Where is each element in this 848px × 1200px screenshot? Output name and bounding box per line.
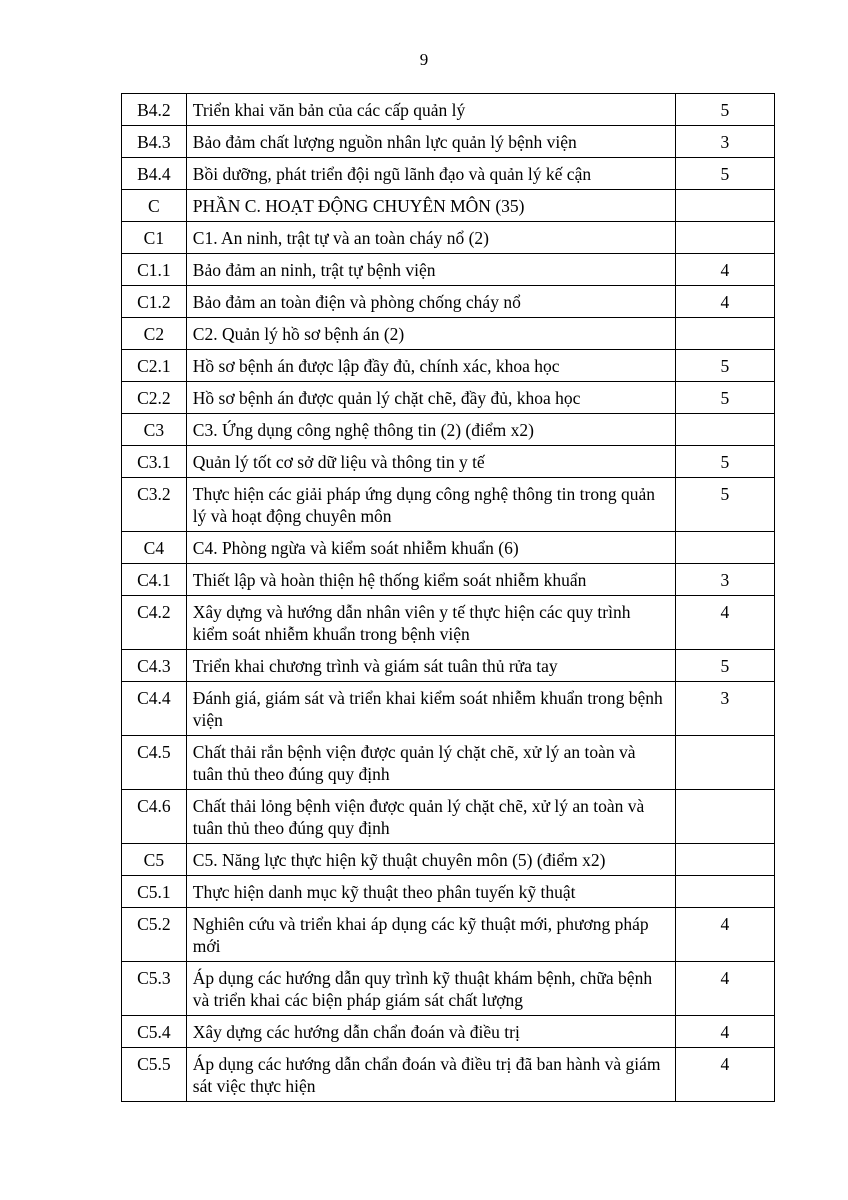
- content-cell: Xây dựng và hướng dẫn nhân viên y tế thực hiện các quy trình kiểm soát nhiễm khuẩn trong bệnh viện: [186, 596, 675, 650]
- score-cell: 4: [675, 1048, 774, 1102]
- content-cell: Hồ sơ bệnh án được lập đầy đủ, chính xác, khoa học: [186, 350, 675, 382]
- score-cell: [675, 318, 774, 350]
- content-cell: Triển khai chương trình và giám sát tuân thủ rửa tay: [186, 650, 675, 682]
- table-row: [122, 908, 775, 962]
- code-cell: C1: [122, 222, 187, 254]
- content-cell: Nghiên cứu và triển khai áp dụng các kỹ thuật mới, phương pháp mới: [186, 908, 675, 962]
- score-cell: 5: [675, 350, 774, 382]
- content-cell: Đánh giá, giám sát và triển khai kiểm soát nhiễm khuẩn trong bệnh viện: [186, 682, 675, 736]
- content-cell: C2. Quản lý hồ sơ bệnh án (2): [186, 318, 675, 350]
- score-cell: [675, 190, 774, 222]
- table-row: [122, 478, 775, 532]
- table-row: [122, 844, 775, 876]
- score-cell: [675, 876, 774, 908]
- score-cell: 5: [675, 94, 774, 126]
- code-cell: C5: [122, 844, 187, 876]
- score-cell: 5: [675, 478, 774, 532]
- table-row: [122, 1016, 775, 1048]
- code-cell: C1.1: [122, 254, 187, 286]
- code-cell: C4.5: [122, 736, 187, 790]
- content-cell: C1. An ninh, trật tự và an toàn cháy nổ (2): [186, 222, 675, 254]
- code-cell: C1.2: [122, 286, 187, 318]
- content-cell: Thực hiện danh mục kỹ thuật theo phân tuyến kỹ thuật: [186, 876, 675, 908]
- code-cell: C5.1: [122, 876, 187, 908]
- code-cell: C2.2: [122, 382, 187, 414]
- score-cell: [675, 414, 774, 446]
- code-cell: C: [122, 190, 187, 222]
- table-row: [122, 222, 775, 254]
- score-cell: [675, 532, 774, 564]
- table-row: [122, 790, 775, 844]
- score-cell: 4: [675, 254, 774, 286]
- content-cell: Bảo đảm chất lượng nguồn nhân lực quản lý bệnh viện: [186, 126, 675, 158]
- score-cell: [675, 790, 774, 844]
- score-cell: 3: [675, 126, 774, 158]
- score-cell: 5: [675, 650, 774, 682]
- score-cell: [675, 844, 774, 876]
- table-row: [122, 158, 775, 190]
- table-row: [122, 126, 775, 158]
- table-row: [122, 564, 775, 596]
- code-cell: C3.2: [122, 478, 187, 532]
- code-cell: C2.1: [122, 350, 187, 382]
- table-row: [122, 736, 775, 790]
- code-cell: C2: [122, 318, 187, 350]
- content-cell: Hồ sơ bệnh án được quản lý chặt chẽ, đầy đủ, khoa học: [186, 382, 675, 414]
- score-cell: 4: [675, 908, 774, 962]
- content-cell: C5. Năng lực thực hiện kỹ thuật chuyên môn (5) (điểm x2): [186, 844, 675, 876]
- table-row: [122, 350, 775, 382]
- table-row: [122, 682, 775, 736]
- table-row: [122, 650, 775, 682]
- content-cell: Bồi dưỡng, phát triển đội ngũ lãnh đạo và quản lý kế cận: [186, 158, 675, 190]
- content-cell: Chất thải lỏng bệnh viện được quản lý chặt chẽ, xử lý an toàn và tuân thủ theo đúng quy định: [186, 790, 675, 844]
- content-cell: Chất thải rắn bệnh viện được quản lý chặt chẽ, xử lý an toàn và tuân thủ theo đúng quy định: [186, 736, 675, 790]
- code-cell: C5.5: [122, 1048, 187, 1102]
- code-cell: B4.3: [122, 126, 187, 158]
- table-row: [122, 876, 775, 908]
- table-row: [122, 190, 775, 222]
- content-cell: Áp dụng các hướng dẫn chẩn đoán và điều trị đã ban hành và giám sát việc thực hiện: [186, 1048, 675, 1102]
- content-cell: C4. Phòng ngừa và kiểm soát nhiễm khuẩn (6): [186, 532, 675, 564]
- content-cell: Triển khai văn bản của các cấp quản lý: [186, 94, 675, 126]
- code-cell: B4.4: [122, 158, 187, 190]
- score-cell: 5: [675, 158, 774, 190]
- table-row: [122, 318, 775, 350]
- table-row: [122, 1048, 775, 1102]
- code-cell: C5.3: [122, 962, 187, 1016]
- content-cell: Bảo đảm an toàn điện và phòng chống cháy nổ: [186, 286, 675, 318]
- table-row: [122, 962, 775, 1016]
- score-cell: 3: [675, 564, 774, 596]
- content-cell: PHẦN C. HOẠT ĐỘNG CHUYÊN MÔN (35): [186, 190, 675, 222]
- content-cell: Thiết lập và hoàn thiện hệ thống kiểm soát nhiễm khuẩn: [186, 564, 675, 596]
- score-cell: 5: [675, 382, 774, 414]
- code-cell: C5.4: [122, 1016, 187, 1048]
- score-cell: 4: [675, 1016, 774, 1048]
- table-row: [122, 94, 775, 126]
- code-cell: C3: [122, 414, 187, 446]
- table-row: [122, 532, 775, 564]
- content-cell: Áp dụng các hướng dẫn quy trình kỹ thuật khám bệnh, chữa bệnh và triển khai các biện pháp giám sát chất lượng: [186, 962, 675, 1016]
- content-cell: Thực hiện các giải pháp ứng dụng công nghệ thông tin trong quản lý và hoạt động chuyên môn: [186, 478, 675, 532]
- content-cell: Bảo đảm an ninh, trật tự bệnh viện: [186, 254, 675, 286]
- score-cell: 3: [675, 682, 774, 736]
- score-cell: 4: [675, 596, 774, 650]
- table-row: [122, 382, 775, 414]
- code-cell: C4: [122, 532, 187, 564]
- criteria-table-body: [122, 94, 775, 1102]
- score-cell: [675, 736, 774, 790]
- table-row: [122, 286, 775, 318]
- table-row: [122, 596, 775, 650]
- page-number: 9: [419, 50, 429, 69]
- score-cell: 5: [675, 446, 774, 478]
- code-cell: C4.1: [122, 564, 187, 596]
- score-cell: 4: [675, 962, 774, 1016]
- content-cell: C3. Ứng dụng công nghệ thông tin (2) (điểm x2): [186, 414, 675, 446]
- criteria-table: [121, 93, 775, 1102]
- score-cell: 4: [675, 286, 774, 318]
- table-row: [122, 254, 775, 286]
- code-cell: C4.3: [122, 650, 187, 682]
- content-cell: Quản lý tốt cơ sở dữ liệu và thông tin y tế: [186, 446, 675, 478]
- content-cell: Xây dựng các hướng dẫn chẩn đoán và điều trị: [186, 1016, 675, 1048]
- code-cell: C3.1: [122, 446, 187, 478]
- code-cell: C4.4: [122, 682, 187, 736]
- score-cell: [675, 222, 774, 254]
- code-cell: B4.2: [122, 94, 187, 126]
- code-cell: C4.6: [122, 790, 187, 844]
- table-row: [122, 414, 775, 446]
- code-cell: C4.2: [122, 596, 187, 650]
- table-row: [122, 446, 775, 478]
- code-cell: C5.2: [122, 908, 187, 962]
